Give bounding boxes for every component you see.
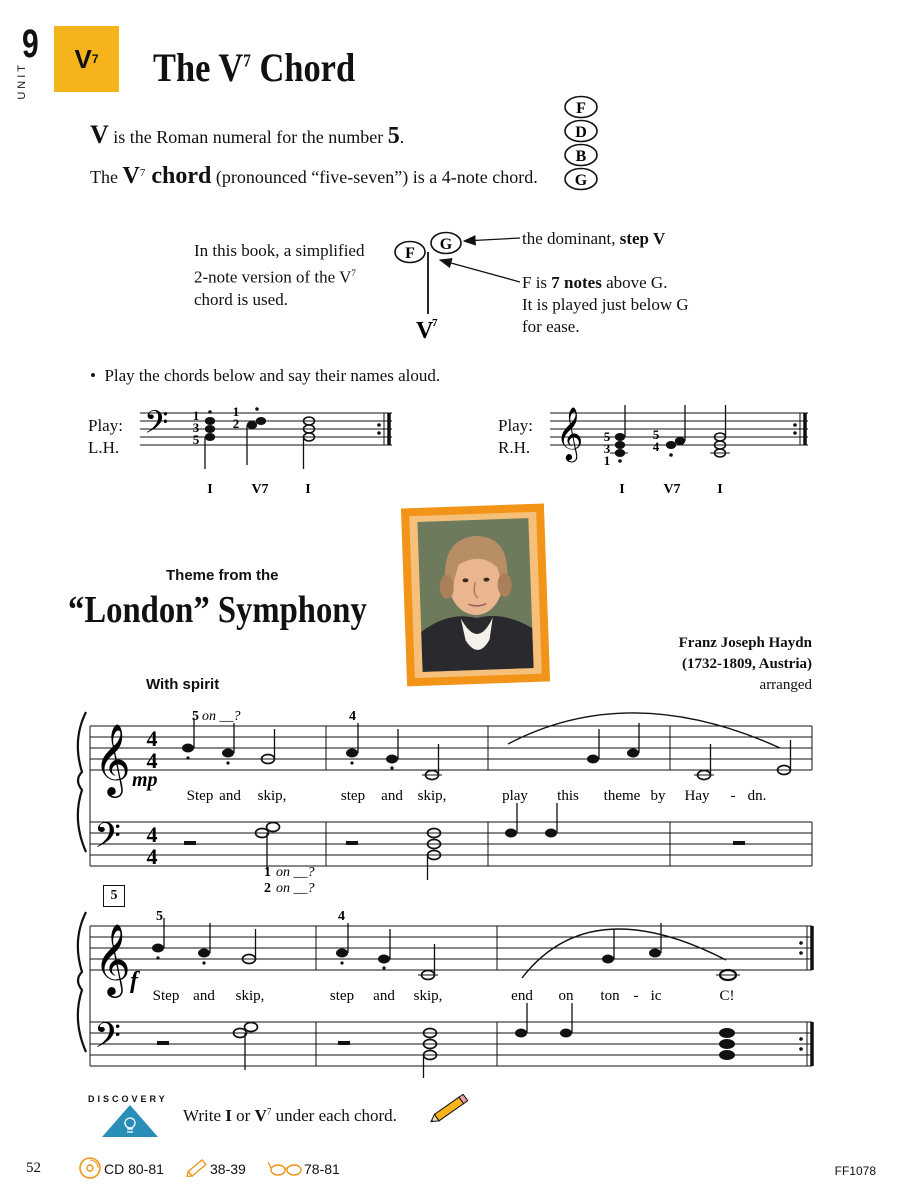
lh-chord-name-1: I xyxy=(207,482,213,497)
diagram-stem-label: V xyxy=(416,318,434,344)
intro-v7-sup: 7 xyxy=(139,167,146,179)
rh-finger-5: 5 xyxy=(603,429,611,444)
lyric: and xyxy=(193,988,215,1004)
lh-chord-1 xyxy=(205,410,215,469)
rh-chord-name-1: I xyxy=(619,482,625,497)
slur-1 xyxy=(508,713,780,748)
bullet-dot: • xyxy=(90,366,96,385)
badge-sup: 7 xyxy=(91,52,99,66)
finger-4-label: 4 xyxy=(349,709,356,724)
cd-tracks: CD 80-81 xyxy=(104,1161,164,1177)
simplified-sup: 7 xyxy=(351,268,356,278)
stack-note-g: G xyxy=(574,172,588,189)
lyric: C! xyxy=(719,988,735,1004)
glasses-icon xyxy=(268,1158,304,1178)
time-sig-top: 4 xyxy=(146,726,158,751)
rh-notes-m3 xyxy=(587,723,639,764)
lh-notes-system-2 xyxy=(157,1003,735,1078)
dynamic-f: f xyxy=(130,968,138,994)
diagram-note-f: F xyxy=(405,245,415,262)
lh-hand-word: L.H. xyxy=(88,438,120,457)
intro-chord-word: chord xyxy=(145,163,212,189)
simplified-note xyxy=(194,240,394,311)
song-title: “London” Symphony xyxy=(68,589,367,631)
slur-2 xyxy=(522,929,726,978)
lh-chord-2 xyxy=(247,407,266,465)
lyric: on xyxy=(558,988,574,1004)
lyric: Step xyxy=(152,988,180,1004)
lh-prompt-1-num: 1 xyxy=(264,865,271,880)
f-line-3: for ease. xyxy=(522,317,580,336)
tempo-marking: With spirit xyxy=(146,676,220,693)
brace-icon xyxy=(78,912,86,1052)
simplified-line-3: chord is used. xyxy=(194,289,288,309)
rh-exercise-staff xyxy=(550,395,815,500)
lh-prompt-2-text: on __? xyxy=(276,881,315,896)
lyric: skip, xyxy=(413,988,443,1004)
lyric: and xyxy=(381,788,403,804)
simplified-line-2-text: 2-note version of the V xyxy=(194,267,352,287)
score-system-2 xyxy=(70,900,820,1080)
lh-finger-2: 2 xyxy=(232,416,240,431)
treble-clef-icon: 𝄞 xyxy=(94,726,131,794)
lh-finger-1: 1 xyxy=(192,408,200,423)
lyric: ton xyxy=(600,988,620,1004)
stack-note-d: D xyxy=(575,124,587,141)
lyric: end xyxy=(511,988,533,1004)
lyric: skip, xyxy=(417,788,447,804)
brace-icon xyxy=(78,712,86,852)
lyric: play xyxy=(502,788,528,804)
lightbulb-icon xyxy=(100,1104,160,1138)
reading-pages: 78-81 xyxy=(304,1161,340,1177)
intro-v7: V xyxy=(122,163,140,189)
bass-clef-icon: 𝄢 xyxy=(94,1018,122,1064)
disc-sup: 7 xyxy=(266,1106,272,1117)
f-line-1-bold: 7 notes xyxy=(551,273,602,292)
dominant-prefix: the dominant, xyxy=(522,229,620,248)
rh-chord-1 xyxy=(610,405,628,463)
lyric: skip, xyxy=(257,788,287,804)
title-sup: 7 xyxy=(243,50,251,71)
intro-num: 5 xyxy=(387,123,400,149)
lyric: Step xyxy=(186,788,214,804)
f-line-2: It is played just below G xyxy=(522,295,689,314)
finger-on-prompt: on __? xyxy=(202,709,241,724)
lh-chord-name-2: V7 xyxy=(251,482,269,497)
rh-finger-5b: 5 xyxy=(652,427,660,442)
time-sig-bottom-bass: 4 xyxy=(146,844,158,869)
lyric: step xyxy=(340,788,366,804)
rh-play-label xyxy=(498,415,533,459)
page-number: 52 xyxy=(26,1160,41,1176)
composer-block xyxy=(679,633,812,696)
instruction-text: Play the chords below and say their names aloud. xyxy=(104,366,441,385)
dominant-label xyxy=(522,228,665,250)
lyric: dn. xyxy=(747,788,767,804)
rh-notes-m6 xyxy=(336,923,438,980)
pencil-icon xyxy=(426,1094,472,1124)
lh-play-label xyxy=(88,415,123,459)
instruction xyxy=(90,366,440,386)
v7-note-stack xyxy=(556,92,606,192)
lyric: Hay xyxy=(684,788,710,804)
rh-finger-4: 4 xyxy=(652,439,660,454)
composer-arranged: arranged xyxy=(759,677,812,693)
dynamic-mp: mp xyxy=(132,769,158,791)
unit-badge xyxy=(54,26,119,92)
f-line-1-prefix: F is xyxy=(522,273,552,292)
time-sig-bottom: 4 xyxy=(146,748,158,773)
finger-5-label: 5 xyxy=(192,709,199,724)
rh-play-word: Play: xyxy=(498,416,533,435)
lh-chord-name-3: I xyxy=(305,482,311,497)
intro-line-2 xyxy=(90,163,538,190)
rh-notes-m7 xyxy=(602,923,740,980)
book-code: FF1078 xyxy=(834,1164,876,1178)
unit-number: 9 xyxy=(22,22,39,66)
lh-finger-1b: 1 xyxy=(232,404,240,419)
stack-note-f: F xyxy=(576,100,586,117)
v7-diagram xyxy=(390,222,520,347)
discovery-text xyxy=(183,1106,397,1126)
lh-finger-5: 5 xyxy=(192,432,200,447)
intro-the: The xyxy=(90,167,123,187)
cd-icon xyxy=(78,1156,102,1180)
workbook-pages: 38-39 xyxy=(210,1161,246,1177)
treble-clef-icon: 𝄞 xyxy=(94,926,131,994)
bass-clef-icon: 𝄢 xyxy=(144,406,169,448)
lh-play-word: Play: xyxy=(88,416,123,435)
composer-name: Franz Joseph Haydn xyxy=(678,635,812,651)
lyric: - xyxy=(633,988,639,1004)
haydn-portrait xyxy=(398,500,553,690)
finger-4-label: 4 xyxy=(338,909,345,924)
lh-prompt-2-num: 2 xyxy=(264,881,271,896)
simplified-line-1: In this book, a simplified xyxy=(194,241,365,260)
time-sig-top-bass: 4 xyxy=(146,822,158,847)
disc-prefix: Write xyxy=(183,1106,226,1125)
dominant-bold: step V xyxy=(619,229,666,248)
finger-5-label: 5 xyxy=(156,909,163,924)
lyric: - xyxy=(730,788,736,804)
rh-notes-m1 xyxy=(182,718,275,765)
diagram-note-g: G xyxy=(439,236,453,253)
diagram-stem-sup: 7 xyxy=(432,317,438,329)
rh-notes-m2 xyxy=(346,723,442,780)
unit-label: UNIT xyxy=(16,62,28,100)
disc-end: under each chord. xyxy=(271,1106,397,1125)
f-line-1 xyxy=(522,272,689,294)
rh-notes-m5 xyxy=(152,918,256,965)
rh-chord-name-2: V7 xyxy=(663,482,681,497)
disc-v: V xyxy=(254,1106,267,1125)
bass-clef-icon: 𝄢 xyxy=(94,818,122,864)
lyric: theme xyxy=(603,788,641,804)
badge-roman: V xyxy=(74,43,92,74)
intro-rest: (pronounced “five-seven”) is a 4-note chord. xyxy=(211,167,538,187)
lyric: and xyxy=(219,788,241,804)
rh-finger-3: 3 xyxy=(603,441,611,456)
title-end: Chord xyxy=(250,45,356,90)
stack-note-b: B xyxy=(575,148,587,165)
intro-line-1 xyxy=(90,120,404,150)
intro-end: . xyxy=(399,127,405,147)
score-system-1 xyxy=(70,700,820,900)
f-line-1-end: above G. xyxy=(601,273,668,292)
lyric: step xyxy=(329,988,355,1004)
discovery-label: DISCOVERY xyxy=(88,1094,168,1104)
lyric: this xyxy=(557,788,579,804)
disc-or: or xyxy=(231,1106,255,1125)
lyric: and xyxy=(373,988,395,1004)
f-explanation xyxy=(522,272,689,338)
title-main: The V xyxy=(153,45,244,90)
lyric: by xyxy=(650,788,666,804)
rh-hand-word: R.H. xyxy=(498,438,531,457)
treble-clef-icon: 𝄞 xyxy=(556,408,584,459)
pencil-icon xyxy=(184,1156,210,1180)
lh-chord-3 xyxy=(304,417,315,469)
lh-prompt-1-text: on __? xyxy=(276,865,315,880)
lyric: skip, xyxy=(235,988,265,1004)
measure-number-box: 5 xyxy=(103,885,125,907)
lyric: ic xyxy=(650,988,662,1004)
song-subtitle: Theme from the xyxy=(166,567,279,584)
page-title xyxy=(153,44,355,91)
rh-finger-1: 1 xyxy=(603,453,611,468)
disc-i: I xyxy=(225,1106,232,1125)
intro-mid: is the Roman numeral for the number xyxy=(108,127,388,147)
intro-v: V xyxy=(90,120,109,149)
composer-dates: (1732-1809, Austria) xyxy=(682,656,812,672)
simplified-line-2 xyxy=(194,262,394,289)
lh-finger-3: 3 xyxy=(192,420,200,435)
lh-exercise-staff xyxy=(140,395,400,500)
rh-chord-name-3: I xyxy=(717,482,723,497)
